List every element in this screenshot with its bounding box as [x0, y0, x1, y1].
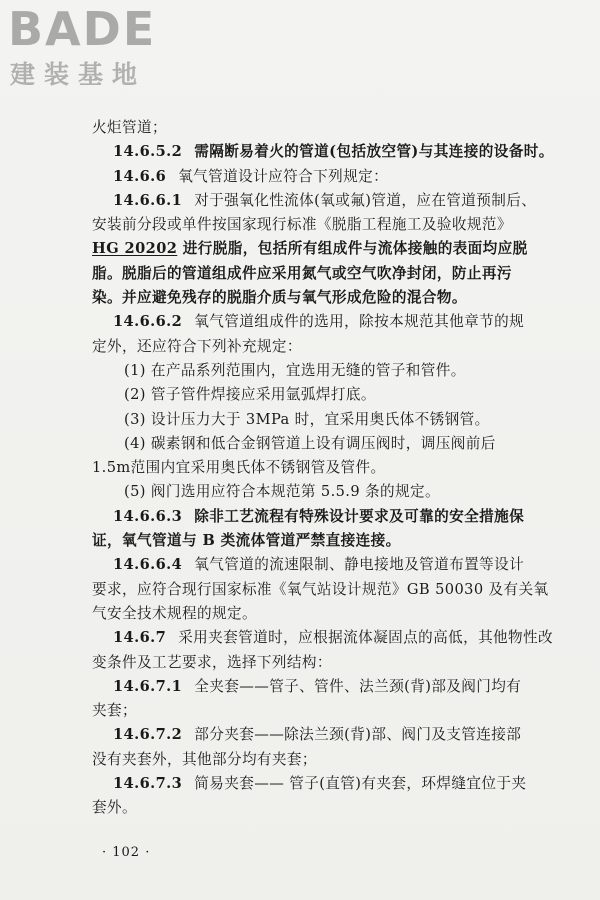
clause-number: 14.6.7.2 [113, 726, 183, 744]
clause-14-6-6-1 [92, 189, 562, 213]
clause-number: 14.6.7.3 [113, 775, 183, 793]
line-text: 夹套； [92, 702, 137, 720]
clause-text: 氧气管道的流速限制、静电接地及管道布置等设计 [194, 556, 525, 574]
body-text [92, 116, 562, 821]
line-text: 气安全技术规程的规定。 [92, 604, 257, 622]
clause-14-6-6-3 [92, 505, 562, 529]
clause-text: 简易夹套—— 管子(直管)有夹套，环焊缝宜位于夹 [194, 775, 527, 793]
clause-number: 14.6.5.2 [113, 143, 183, 161]
text-line [92, 699, 562, 723]
clause-text: 对于强氧化性流体(氧或氟)管道，应在管道预制后、 [194, 191, 537, 209]
clause-text: 采用夹套管道时，应根据流体凝固点的高低，其他物性改 [178, 629, 554, 647]
text-line [92, 237, 562, 261]
clause-text: 需隔断易着火的管道(包括放空管)与其连接的设备时。 [194, 143, 554, 161]
clause-number: 14.6.7.1 [113, 677, 183, 695]
page-number: · 102 · [102, 845, 151, 860]
clause-14-6-5-2 [92, 140, 562, 164]
line-text: (2) 管子管件焊接应采用氩弧焊打底。 [124, 386, 376, 404]
clause-number: 14.6.6.4 [113, 556, 183, 574]
line-text: 染。并应避免残存的脱脂介质与氧气形成危险的混合物。 [92, 289, 467, 307]
text-line [92, 335, 562, 359]
text-line [92, 456, 562, 480]
line-text: (3) 设计压力大于 3MPa 时，宜采用奥氏体不锈钢管。 [124, 410, 490, 428]
text-line [92, 213, 562, 237]
watermark-brand: BADE [8, 2, 157, 56]
clause-text: 氧气管道组成件的选用，除按本规范其他章节的规 [194, 313, 525, 331]
line-text: 火炬管道； [92, 119, 167, 136]
clause-14-6-6 [92, 165, 562, 189]
clause-number: 14.6.7 [113, 629, 167, 647]
clause-number: 14.6.6.1 [113, 191, 183, 209]
text-line [92, 529, 562, 553]
text-line [92, 748, 562, 772]
clause-14-6-6-4 [92, 553, 562, 577]
text-line [92, 286, 562, 310]
line-text: 变条件及工艺要求，选择下列结构： [92, 653, 332, 671]
list-item [92, 359, 562, 383]
clause-text: 部分夹套——除法兰颈(背)部、阀门及支管连接部 [194, 726, 522, 744]
clause-14-6-6-2 [92, 310, 562, 334]
line-text: 进行脱脂，包括所有组成件与流体接触的表面均应脱 [182, 240, 528, 258]
line-text: 定外，还应符合下列补充规定： [92, 337, 302, 355]
text-line [92, 262, 562, 286]
standard-code: HG 20202 [92, 240, 178, 258]
clause-14-6-7 [92, 626, 562, 650]
text-line [92, 651, 562, 675]
line-text: 套外。 [92, 799, 137, 817]
line-text: 证，氧气管道与 B 类流体管道严禁直接连接。 [92, 532, 401, 550]
text-line [92, 602, 562, 626]
text-line [92, 578, 562, 602]
line-text: (4) 碳素钢和低合金钢管道上设有调压阀时，调压阀前后 [124, 434, 496, 452]
clause-number: 14.6.6.3 [113, 507, 183, 525]
clause-number: 14.6.6.2 [113, 313, 183, 331]
clause-14-6-7-1 [92, 675, 562, 699]
text-line [92, 116, 562, 140]
watermark-logo [6, 4, 184, 92]
line-text: 要求，应符合现行国家标准《氧气站设计规范》GB 50030 及有关氧 [92, 580, 549, 598]
watermark-subtitle: 建装基地 [10, 60, 147, 89]
clause-14-6-7-3 [92, 772, 562, 796]
clause-text: 全夹套——管子、管件、法兰颈(背)部及阀门均有 [194, 677, 522, 695]
text-line [92, 796, 562, 820]
line-text: 安装前分段或单件按国家现行标准《脱脂工程施工及验收规范》 [92, 216, 512, 234]
clause-14-6-7-2 [92, 723, 562, 747]
line-text: (5) 阀门选用应符合本规范第 5.5.9 条的规定。 [124, 483, 441, 501]
line-text: 没有夹套外，其他部分均有夹套； [92, 750, 317, 768]
clause-text: 氧气管道设计应符合下列规定： [178, 167, 389, 185]
list-item [92, 480, 562, 504]
list-item [92, 383, 562, 407]
line-text: (1) 在产品系列范围内，宜选用无缝的管子和管件。 [124, 361, 466, 379]
clause-number: 14.6.6 [113, 167, 167, 185]
list-item [92, 408, 562, 432]
line-text: 脂。脱脂后的管道组成件应采用氮气或空气吹净封闭，防止再污 [92, 264, 512, 282]
list-item [92, 432, 562, 456]
line-text: 1.5m范围内宜采用奥氏体不锈钢管及管件。 [92, 459, 386, 477]
clause-text: 除非工艺流程有特殊设计要求及可靠的安全措施保 [194, 507, 525, 525]
